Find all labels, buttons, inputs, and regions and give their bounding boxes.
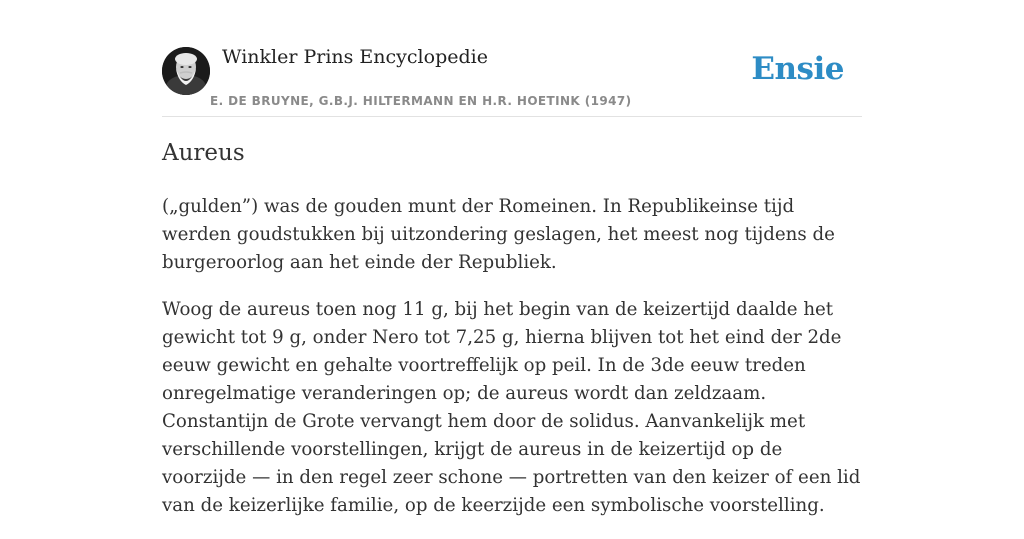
article-title: Aureus xyxy=(162,140,245,166)
article-body xyxy=(162,193,862,539)
source-avatar[interactable] xyxy=(162,47,210,95)
source-header xyxy=(162,0,862,117)
article-paragraph: Woog de aureus toen nog 11 g, bij het begin van de keizertijd daalde het gewicht tot 9 g, onder Nero tot 7,25 g, hierna blijven tot het eind der 2de eeuw gewicht en gehalte voortreffelijk op peil. In de 3de eeuw treden onregelmatige veranderingen op; de aureus wordt dan zeldzaam. Constantijn de Grote vervangt hem door de solidus. Aanvankelijk met verschillende voorstellingen, krijgt de aureus in de keizertijd op de voorzijde — in den regel zeer schone — portretten van den keizer of een lid van de keizerlijke familie, op de keerzijde een symbolische voorstelling. xyxy=(162,299,861,516)
article-card xyxy=(162,0,862,516)
bearded-man-portrait-icon xyxy=(162,47,210,95)
source-authors: E. DE BRUYNE, G.B.J. HILTERMANN EN H.R. HOETINK (1947) xyxy=(210,94,632,108)
ensie-logo[interactable]: Ensie xyxy=(751,51,844,87)
source-title[interactable]: Winkler Prins Encyclopedie xyxy=(222,46,488,68)
article-paragraph: („gulden”) was de gouden munt der Romeinen. In Republikeinse tijd werden goudstukken bij uitzondering geslagen, het meest nog tijdens de burgeroorlog aan het einde der Republiek. xyxy=(162,196,835,273)
